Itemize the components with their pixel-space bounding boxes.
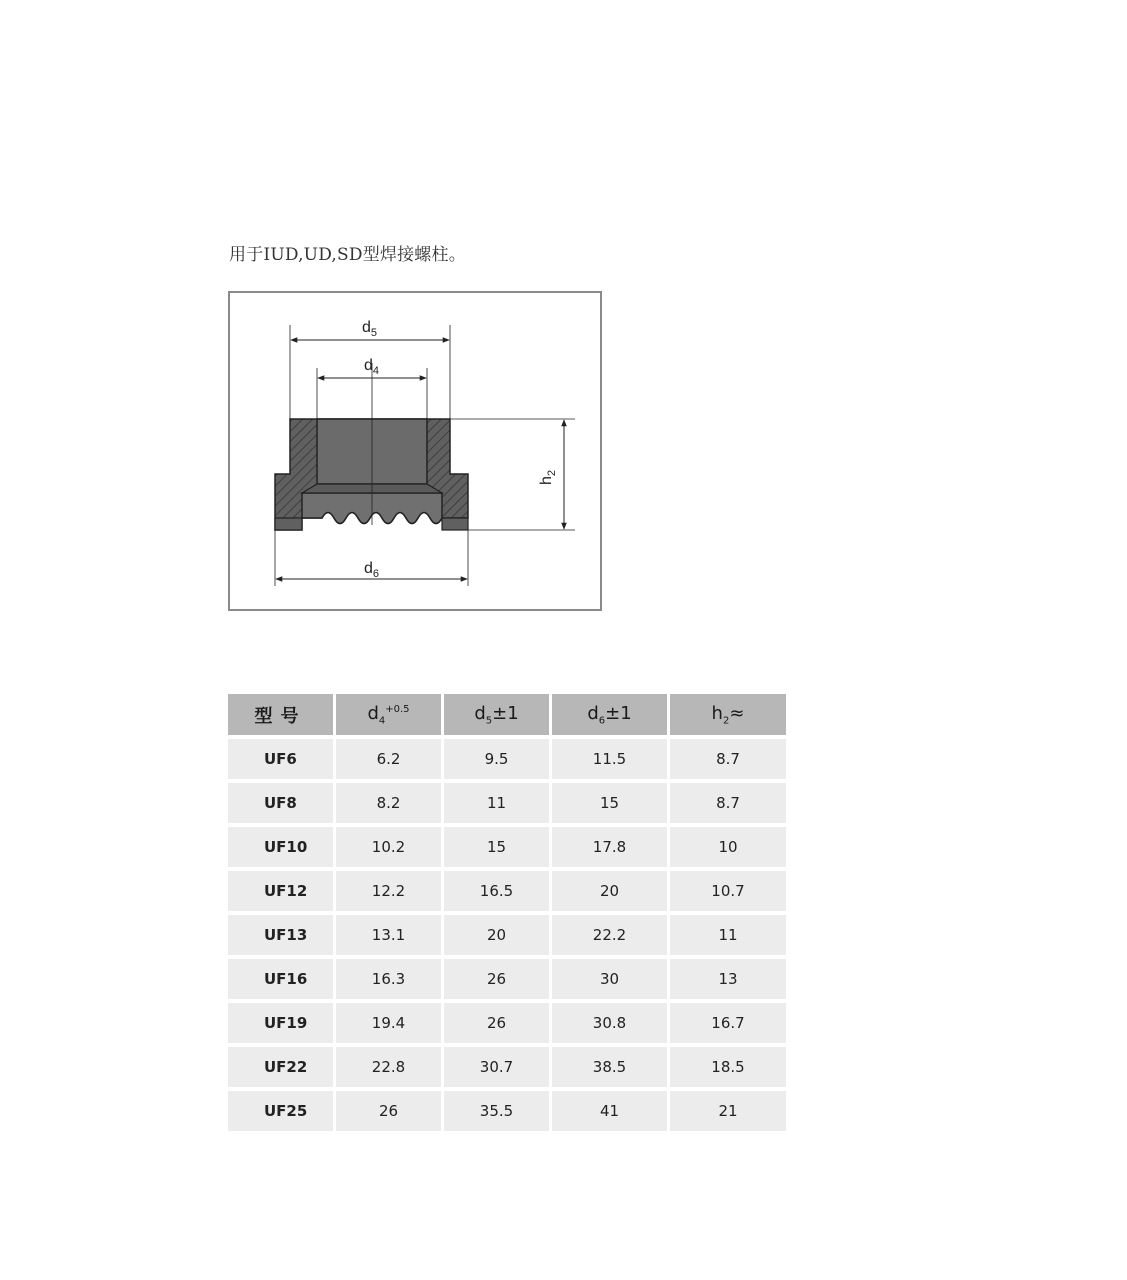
value-cell: 30.8 (552, 1003, 670, 1047)
value-cell: 20 (552, 871, 670, 915)
header-d5: $d_5\pm 1$ (444, 694, 552, 739)
value-cell: 15 (552, 783, 670, 827)
d6-label: $d_6$ (364, 560, 380, 580)
table-row (228, 1047, 786, 1091)
value-cell: 16.7 (670, 1003, 786, 1047)
value-cell: 10.7 (670, 871, 786, 915)
value-cell: 20 (444, 915, 552, 959)
value-cell: 8.7 (670, 739, 786, 783)
value-cell: 18.5 (670, 1047, 786, 1091)
model-cell: UF22 (228, 1047, 336, 1091)
value-cell: 21 (670, 1091, 786, 1135)
d5-label: $d_5$ (362, 319, 378, 339)
model-cell: UF13 (228, 915, 336, 959)
header-d4: $d_4^{+0.5}$ (336, 694, 444, 739)
table-row (228, 959, 786, 1003)
value-cell: 38.5 (552, 1047, 670, 1091)
table-row (228, 1003, 786, 1047)
value-cell: 8.7 (670, 783, 786, 827)
table-row (228, 1091, 786, 1135)
table-row (228, 739, 786, 783)
model-cell: UF25 (228, 1091, 336, 1135)
value-cell: 8.2 (336, 783, 444, 827)
value-cell: 26 (444, 959, 552, 1003)
table-row (228, 783, 786, 827)
model-cell: UF8 (228, 783, 336, 827)
value-cell: 10.2 (336, 827, 444, 871)
value-cell: 19.4 (336, 1003, 444, 1047)
value-cell: 11.5 (552, 739, 670, 783)
diagram-svg (230, 293, 604, 613)
model-cell: UF10 (228, 827, 336, 871)
value-cell: 17.8 (552, 827, 670, 871)
intro-text: 用于IUD,UD,SD型焊接螺柱。 (229, 245, 466, 265)
value-cell: 15 (444, 827, 552, 871)
table-header-row (228, 694, 786, 739)
header-d6: $d_6\pm 1$ (552, 694, 670, 739)
value-cell: 13.1 (336, 915, 444, 959)
value-cell: 16.3 (336, 959, 444, 1003)
d4-label: $d_4$ (364, 357, 380, 377)
value-cell: 9.5 (444, 739, 552, 783)
h2-label: $h_2$ (538, 469, 558, 485)
spec-table (228, 694, 786, 1135)
value-cell: 41 (552, 1091, 670, 1135)
value-cell: 10 (670, 827, 786, 871)
value-cell: 16.5 (444, 871, 552, 915)
header-h2: $h_2\approx$ (670, 694, 786, 739)
value-cell: 26 (444, 1003, 552, 1047)
dimension-diagram (228, 291, 602, 611)
value-cell: 12.2 (336, 871, 444, 915)
value-cell: 22.2 (552, 915, 670, 959)
value-cell: 26 (336, 1091, 444, 1135)
model-cell: UF19 (228, 1003, 336, 1047)
model-cell: UF6 (228, 739, 336, 783)
value-cell: 6.2 (336, 739, 444, 783)
table-row (228, 915, 786, 959)
table-row (228, 827, 786, 871)
header-model: 型号 (228, 694, 336, 739)
value-cell: 22.8 (336, 1047, 444, 1091)
value-cell: 35.5 (444, 1091, 552, 1135)
value-cell: 11 (444, 783, 552, 827)
value-cell: 30 (552, 959, 670, 1003)
value-cell: 30.7 (444, 1047, 552, 1091)
model-cell: UF16 (228, 959, 336, 1003)
value-cell: 11 (670, 915, 786, 959)
table-row (228, 871, 786, 915)
value-cell: 13 (670, 959, 786, 1003)
model-cell: UF12 (228, 871, 336, 915)
